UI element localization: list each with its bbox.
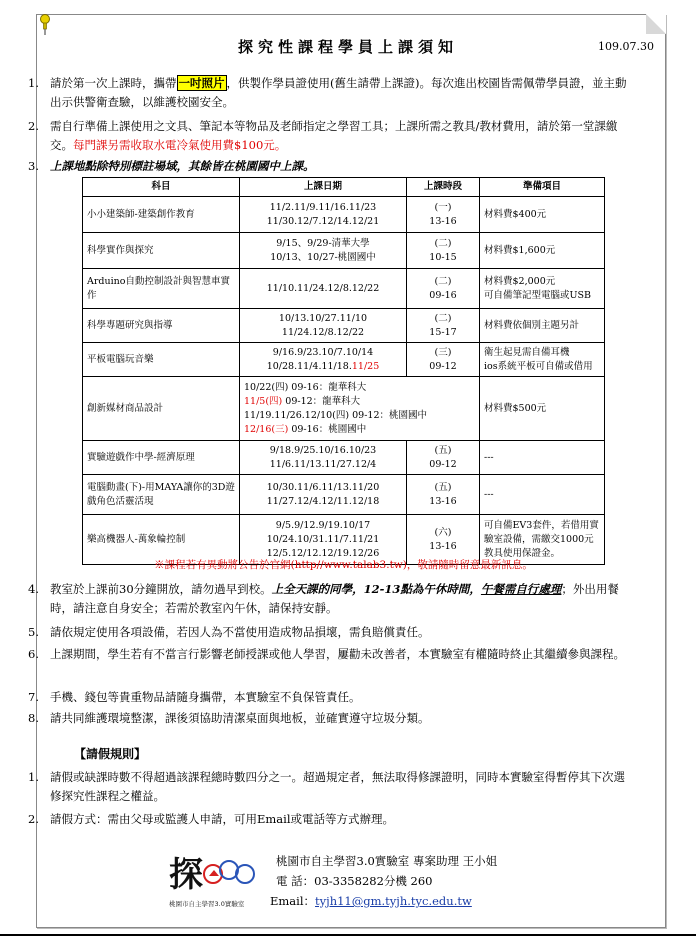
- item-number: 4.: [28, 582, 39, 596]
- item-number: 2.: [28, 119, 39, 133]
- course-slot: (五) 09-12: [407, 441, 480, 475]
- table-header-row: [83, 178, 605, 197]
- course-prep: 材料費依個別主題另計: [480, 309, 605, 343]
- table-row: [83, 233, 605, 269]
- date-line: [244, 395, 475, 409]
- item-text: ；外出用餐時，請注意自身安全；若需於教室內午休，請保持安靜。: [50, 582, 619, 615]
- svg-text:探: 探: [169, 855, 203, 895]
- item-number: 7.: [28, 690, 39, 704]
- date-line-text: 09-12：龍華科大: [282, 395, 361, 407]
- contact-org: 桃園市自主學習3.0實驗室 專案助理 王小姐: [276, 854, 498, 868]
- announcement-notice: ※課程若有異動將公告於官網(http//www.talab3.tw)，敬請隨時留意最新訊息。: [154, 559, 533, 571]
- course-dates: 9/15、9/29-清華大學 10/13、10/27-桃園國中: [240, 233, 407, 269]
- course-prep: ---: [480, 441, 605, 475]
- item-text: 需自行準備上課使用之文具、筆記本等物品及老師指定之學習工具；上課所需之教具/教材費用，請於第一堂課繳交。: [50, 119, 618, 152]
- page-fold-corner: [646, 14, 666, 34]
- phone-label: 電 話：: [276, 874, 315, 888]
- changed-date: 11/25: [351, 360, 380, 372]
- table-row: [83, 377, 605, 441]
- contact-phone: [276, 873, 433, 889]
- course-subject: 電腦動畫(下)-用MAYA讓你的3D遊戲角色活靈活現: [83, 475, 240, 515]
- bottom-divider: [0, 934, 696, 936]
- course-dates-text: 9/16.9/23.10/7.10/14 10/28.11/4.11/18.: [266, 346, 374, 372]
- course-slot: (五) 13-16: [407, 475, 480, 515]
- course-subject: 創新媒材商品設計: [83, 377, 240, 441]
- page-title: 探究性課程學員上課須知: [237, 38, 458, 56]
- course-subject: 平板電腦玩音樂: [83, 343, 240, 377]
- course-dates: 11/10.11/24.12/8.12/22: [240, 269, 407, 309]
- lunch-notice: 上全天課的同學，12-13點為午休時間，: [271, 582, 481, 596]
- table-row: [83, 475, 605, 515]
- column-header: 上課時段: [407, 178, 480, 197]
- course-dates: 9/18.9/25.10/16.10/23 11/6.11/13.11/27.12/4: [240, 441, 407, 475]
- item-text: 教室於上課前30分鐘開放，請勿過早到校。: [50, 582, 272, 596]
- date-line: 10/22(四) 09-16：龍華科大: [244, 381, 367, 393]
- lunch-self-notice: 午餐需自行處理: [480, 582, 562, 596]
- course-dates: [240, 377, 480, 441]
- item-number: 1.: [28, 76, 39, 90]
- date-line-text: 09-16：桃園國中: [288, 423, 367, 435]
- item-text: 請假方式：需由父母或監護人申請，可用Email或電話等方式辦理。: [50, 812, 395, 826]
- item-text: 請假或缺課時數不得超過該課程總時數四分之一。超過規定者，無法取得修課證明，同時本實驗室得暫停其下次選修探究性課程之權益。: [50, 770, 625, 803]
- course-subject: 實驗遊戲作中學-經濟原理: [83, 441, 240, 475]
- notice-item-7: [28, 688, 630, 707]
- course-dates: 11/2.11/9.11/16.11/23 11/30.12/7.12/14.12/21: [240, 197, 407, 233]
- course-prep: 衛生起見需自備耳機 ios系統平板可自備或借用: [480, 343, 605, 377]
- course-dates: 9/5.9/12.9/19.10/17 10/24.10/31.11/7.11/21 12/5.12/12.12/19.12/26: [240, 515, 407, 565]
- item-text: 手機、錢包等貴重物品請隨身攜帶，本實驗室不負保管責任。: [50, 690, 361, 704]
- item-number: 2.: [28, 812, 39, 826]
- course-prep: 材料費$2,000元 可自備筆記型電腦或USB: [480, 269, 605, 309]
- table-row: [83, 441, 605, 475]
- notice-item-4: [28, 580, 630, 618]
- course-slot: (一) 13-16: [407, 197, 480, 233]
- changed-date: 12/16(三): [244, 423, 289, 435]
- course-subject: 小小建築師-建築創作教育: [83, 197, 240, 233]
- column-header: 科目: [83, 178, 240, 197]
- course-prep: 材料費$1,600元: [480, 233, 605, 269]
- contact-email: [270, 893, 472, 909]
- table-row: [83, 269, 605, 309]
- item-number: 6.: [28, 647, 39, 661]
- logo-caption: 桃園市自主學習3.0實驗室: [169, 900, 245, 908]
- item-number: 3.: [28, 159, 39, 173]
- item-text: 上課期間，學生若有不當言行影響老師授課或他人學習，屢勸未改善者，本實驗室有權隨時終止其繼續參與課程。: [50, 647, 625, 661]
- course-table: [82, 177, 605, 565]
- course-slot: (三) 09-12: [407, 343, 480, 377]
- pushpin-icon: [38, 14, 52, 36]
- leave-rule-1: [28, 768, 630, 806]
- course-dates: [240, 343, 407, 377]
- table-row: [83, 343, 605, 377]
- course-slot: (六) 13-16: [407, 515, 480, 565]
- column-header: 準備項目: [480, 178, 605, 197]
- course-prep: 材料費$500元: [480, 377, 605, 441]
- document-date: 109.07.30: [598, 40, 654, 53]
- course-prep: ---: [480, 475, 605, 515]
- changed-date: 11/5(四): [244, 395, 283, 407]
- table-row: [83, 309, 605, 343]
- notice-item-8: [28, 709, 630, 728]
- date-line: [244, 423, 475, 437]
- item-text: 請共同維護環境整潔，課後須協助清潔桌面與地板，並確實遵守垃圾分類。: [50, 711, 430, 725]
- date-line: 11/19.11/26.12/10(四) 09-12：桃園國中: [244, 409, 427, 421]
- location-notice: 上課地點除特別標註場域，其餘皆在桃園國中上課。: [50, 159, 315, 173]
- course-subject: 科學實作與探究: [83, 233, 240, 269]
- item-text: ，供製作學員證使用(舊生請帶上課證)。每次進出校園皆需佩帶學員證，並主動出示供警衛查驗，以維護校園安全。: [50, 76, 627, 109]
- course-slot: (二) 15-17: [407, 309, 480, 343]
- notice-item-1: [28, 74, 630, 112]
- notice-item-3: [28, 157, 630, 176]
- course-dates: 10/30.11/6.11/13.11/20 11/27.12/4.12/11.12/18: [240, 475, 407, 515]
- email-label: Email：: [270, 894, 316, 908]
- course-subject: 科學專題研究與指導: [83, 309, 240, 343]
- course-dates: 10/13.10/27.11/10 11/24.12/8.12/22: [240, 309, 407, 343]
- notice-item-5: [28, 623, 630, 642]
- item-number: 1.: [28, 770, 39, 784]
- photo-highlight: 一吋照片: [178, 76, 225, 90]
- item-text: 請依規定使用各項設備，若因人為不當使用造成物品損壞，需負賠償責任。: [50, 625, 430, 639]
- course-slot: (二) 10-15: [407, 233, 480, 269]
- utility-fee-notice: 每門課另需收取水電冷氣使用費$100元。: [73, 138, 287, 152]
- table-row: [83, 197, 605, 233]
- item-number: 8.: [28, 711, 39, 725]
- leave-rules-heading: 【請假規則】: [74, 747, 147, 761]
- notice-item-6: [28, 645, 630, 664]
- notice-item-2: [28, 117, 630, 155]
- column-header: 上課日期: [240, 178, 407, 197]
- phone-number: 03-3358282分機 260: [314, 874, 433, 888]
- item-number: 5.: [28, 625, 39, 639]
- lab-logo: [165, 848, 265, 910]
- item-text: 請於第一次上課時，攜帶: [50, 76, 177, 90]
- course-slot: (二) 09-16: [407, 269, 480, 309]
- email-link[interactable]: tyjh11@gm.tyjh.tyc.edu.tw: [315, 894, 472, 908]
- course-prep: 材料費$400元: [480, 197, 605, 233]
- course-subject: Arduino自動控制設計與智慧車實作: [83, 269, 240, 309]
- leave-rule-2: [28, 810, 630, 829]
- course-subject: 樂高機器人-萬象輪控制: [83, 515, 240, 565]
- course-prep: 可自備EV3套件，若借用實驗室設備，需繳交1000元教具使用保證金。: [480, 515, 605, 565]
